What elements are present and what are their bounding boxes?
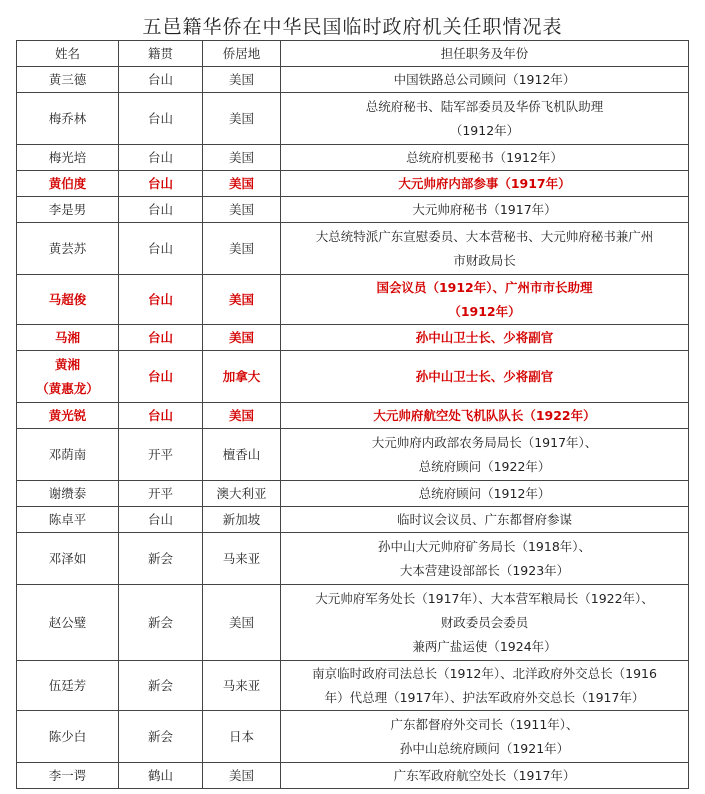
cell-residence: 美国: [203, 325, 281, 351]
name-line: 陈少白: [48, 728, 87, 744]
table-row: [17, 325, 689, 351]
table-row: [17, 67, 689, 93]
role-line: 孙中山总统府顾问（1921年）: [399, 740, 570, 756]
name-line: 邓荫南: [48, 446, 87, 462]
role-line: 国会议员（1912年）、广州市市长助理: [376, 279, 593, 295]
cell-roles: [281, 585, 689, 661]
header-residence: 侨居地: [203, 41, 281, 67]
name-line: 李是男: [48, 201, 87, 217]
role-line: 大总统特派广东宣慰委员、大本营秘书、大元帅府秘书兼广州: [315, 228, 654, 244]
cell-roles: [281, 67, 689, 93]
cell-name: [17, 351, 119, 403]
name-line: 梅乔林: [48, 110, 87, 126]
cell-roles: [281, 763, 689, 789]
table-row: [17, 533, 689, 585]
cell-residence: 美国: [203, 403, 281, 429]
cell-roles: [281, 429, 689, 481]
cell-residence: 澳大利亚: [203, 481, 281, 507]
page-title: 五邑籍华侨在中华民国临时政府机关任职情况表: [142, 16, 563, 38]
role-line: 南京临时政府司法总长（1912年）、北洋政府外交总长（1916: [312, 665, 657, 681]
table-row: [17, 429, 689, 481]
role-line: （1912年）: [449, 122, 520, 138]
table-row: [17, 403, 689, 429]
name-line: 马湘: [54, 329, 80, 345]
cell-residence: 美国: [203, 171, 281, 197]
table-row: [17, 145, 689, 171]
table-row: [17, 197, 689, 223]
name-line: 赵公璧: [48, 614, 87, 630]
cell-name: [17, 711, 119, 763]
cell-origin: 新会: [119, 585, 203, 661]
name-line: 李一谔: [48, 767, 87, 783]
cell-roles: [281, 403, 689, 429]
cell-name: [17, 93, 119, 145]
cell-roles: [281, 197, 689, 223]
name-line: 梅光培: [48, 149, 87, 165]
role-line: 总统府顾问（1922年）: [418, 458, 551, 474]
cell-origin: 开平: [119, 429, 203, 481]
cell-residence: 美国: [203, 585, 281, 661]
cell-roles: [281, 711, 689, 763]
cell-roles: [281, 223, 689, 275]
cell-residence: 美国: [203, 93, 281, 145]
table-row: [17, 481, 689, 507]
cell-origin: 台山: [119, 197, 203, 223]
name-line: 谢缵泰: [48, 485, 87, 501]
role-line: 大本营建设部部长（1923年）: [399, 562, 570, 578]
cell-name: [17, 481, 119, 507]
cell-roles: [281, 661, 689, 711]
cell-roles: [281, 275, 689, 325]
cell-name: [17, 507, 119, 533]
cell-origin: 台山: [119, 67, 203, 93]
cell-origin: 开平: [119, 481, 203, 507]
cell-name: [17, 585, 119, 661]
name-line: 邓泽如: [48, 550, 87, 566]
cell-origin: 台山: [119, 275, 203, 325]
cell-name: [17, 67, 119, 93]
role-line: 财政委员会委员: [440, 614, 529, 630]
cell-origin: 新会: [119, 661, 203, 711]
role-line: 孙中山大元帅府矿务局长（1918年）、: [377, 538, 592, 554]
cell-origin: 新会: [119, 533, 203, 585]
cell-residence: 日本: [203, 711, 281, 763]
cell-roles: [281, 507, 689, 533]
cell-roles: [281, 325, 689, 351]
name-line: 伍廷芳: [48, 677, 87, 693]
cell-origin: 台山: [119, 145, 203, 171]
role-line: 广东军政府航空处长（1917年）: [393, 767, 576, 783]
cell-roles: [281, 171, 689, 197]
cell-origin: 台山: [119, 351, 203, 403]
name-line: 马超俊: [48, 291, 87, 307]
cell-origin: 台山: [119, 403, 203, 429]
cell-origin: 台山: [119, 325, 203, 351]
role-line: 大元帅府内政部农务局局长（1917年）、: [371, 434, 598, 450]
cell-residence: 新加坡: [203, 507, 281, 533]
role-line: 总统府机要秘书（1912年）: [406, 149, 563, 165]
role-line: 广东都督府外交司长（1911年）、: [390, 716, 579, 732]
role-line: 大元帅府航空处飞机队队长（1922年）: [373, 407, 596, 423]
cell-residence: 美国: [203, 197, 281, 223]
cell-name: [17, 429, 119, 481]
cell-name: [17, 145, 119, 171]
table-row: [17, 507, 689, 533]
cell-residence: 美国: [203, 145, 281, 171]
cell-roles: [281, 93, 689, 145]
cell-origin: 台山: [119, 93, 203, 145]
cell-origin: 鹤山: [119, 763, 203, 789]
role-line: （1912年）: [448, 303, 521, 319]
name-line: 黄伯度: [48, 175, 87, 191]
table-row: [17, 223, 689, 275]
table-row: [17, 275, 689, 325]
officials-table: [16, 40, 689, 789]
table-body: [17, 67, 689, 789]
cell-roles: [281, 351, 689, 403]
cell-name: [17, 223, 119, 275]
table-row: [17, 93, 689, 145]
header-roles: 担任职务及年份: [281, 41, 689, 67]
cell-residence: 美国: [203, 275, 281, 325]
role-line: 大元帅府秘书（1917年）: [412, 201, 557, 217]
table-header-row: [17, 41, 689, 67]
cell-origin: 台山: [119, 223, 203, 275]
cell-roles: [281, 533, 689, 585]
table-row: [17, 763, 689, 789]
table-row: [17, 711, 689, 763]
name-line: 黄三德: [48, 71, 87, 87]
cell-name: [17, 661, 119, 711]
header-name: 姓名: [17, 41, 119, 67]
cell-residence: 加拿大: [203, 351, 281, 403]
cell-residence: 美国: [203, 223, 281, 275]
role-line: 市财政局长: [453, 252, 516, 268]
role-line: 大元帅府内部参事（1917年）: [398, 175, 571, 191]
cell-name: [17, 533, 119, 585]
table-row: [17, 171, 689, 197]
cell-residence: 马来亚: [203, 661, 281, 711]
cell-roles: [281, 145, 689, 171]
role-line: 兼两广盐运使（1924年）: [412, 638, 557, 654]
role-line: 孙中山卫士长、少将副官: [415, 329, 554, 345]
cell-residence: 檀香山: [203, 429, 281, 481]
cell-origin: 台山: [119, 507, 203, 533]
cell-name: [17, 275, 119, 325]
cell-name: [17, 171, 119, 197]
cell-name: [17, 403, 119, 429]
role-line: 中国铁路总公司顾问（1912年）: [393, 71, 576, 87]
cell-roles: [281, 481, 689, 507]
cell-origin: 新会: [119, 711, 203, 763]
cell-origin: 台山: [119, 171, 203, 197]
cell-name: [17, 763, 119, 789]
header-origin: 籍贯: [119, 41, 203, 67]
role-line: 孙中山卫士长、少将副官: [415, 368, 554, 384]
name-line: （黄惠龙）: [36, 380, 99, 396]
name-line: 黄光锐: [48, 407, 87, 423]
name-line: 陈卓平: [48, 511, 87, 527]
role-line: 大元帅府军务处长（1917年）、大本营军粮局长（1922年）、: [315, 590, 654, 606]
cell-name: [17, 325, 119, 351]
table-row: [17, 351, 689, 403]
role-line: 年）代总理（1917年）、护法军政府外交总长（1917年）: [324, 689, 645, 705]
role-line: 总统府顾问（1912年）: [418, 485, 551, 501]
table-row: [17, 585, 689, 661]
cell-residence: 美国: [203, 763, 281, 789]
name-line: 黄芸苏: [48, 240, 87, 256]
role-line: 临时议会议员、广东都督府参谋: [396, 511, 572, 527]
name-line: 黄湘: [54, 356, 80, 372]
cell-name: [17, 197, 119, 223]
cell-residence: 马来亚: [203, 533, 281, 585]
role-line: 总统府秘书、陆军部委员及华侨飞机队助理: [365, 98, 604, 114]
table-row: [17, 661, 689, 711]
cell-residence: 美国: [203, 67, 281, 93]
